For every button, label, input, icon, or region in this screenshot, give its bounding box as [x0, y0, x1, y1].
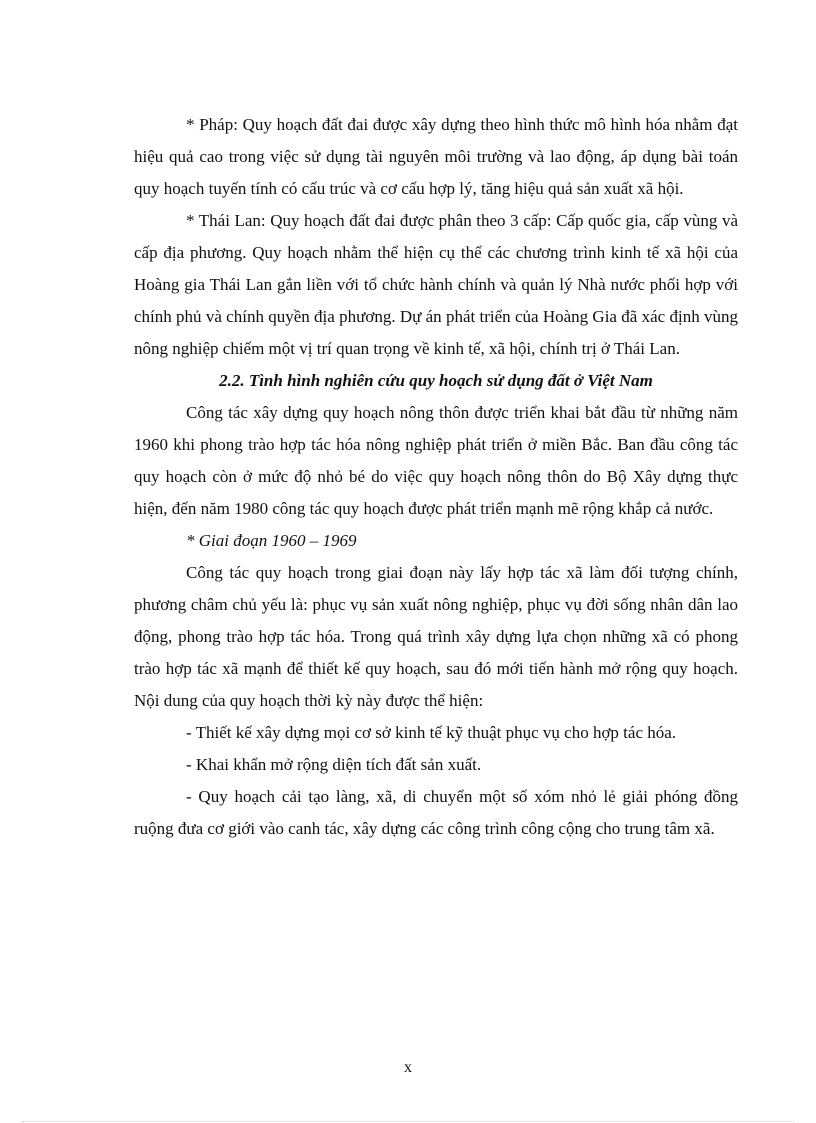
document-body — [134, 109, 738, 845]
paragraph-vietnam-intro: Công tác xây dựng quy hoạch nông thôn được triển khai bắt đầu từ những năm 1960 khi phong trào hợp tác hóa nông nghiệp phát triển ở miền Bắc. Ban đầu công tác quy hoạch còn ở mức độ nhỏ bé do việc quy hoạch nông thôn do Bộ Xây dựng thực hiện, đến năm 1980 công tác quy hoạch được phát triển mạnh mẽ rộng khắp cả nước. — [134, 403, 738, 518]
page-bottom-divider — [22, 1121, 794, 1122]
list-item: - Khai khẩn mở rộng diện tích đất sản xuất. — [186, 755, 482, 774]
section-heading: 2.2. Tình hình nghiên cứu quy hoạch sử dụng đất ở Việt Nam — [219, 371, 653, 390]
paragraph-france: * Pháp: Quy hoạch đất đai được xây dựng theo hình thức mô hình hóa nhằm đạt hiệu quả cao trong việc sử dụng tài nguyên môi trường và lao động, áp dụng bài toán quy hoạch tuyến tính có cấu trúc và cơ cấu hợp lý, tăng hiệu quả sản xuất xã hội. — [134, 115, 738, 198]
list-item: - Thiết kế xây dựng mọi cơ sở kinh tế kỹ thuật phục vụ cho hợp tác hóa. — [186, 723, 677, 742]
list-item: - Quy hoạch cải tạo làng, xã, di chuyển một số xóm nhỏ lẻ giải phóng đồng ruộng đưa cơ giới vào canh tác, xây dựng các công trình công cộng cho trung tâm xã. — [134, 787, 738, 838]
paragraph-period: Công tác quy hoạch trong giai đoạn này lấy hợp tác xã làm đối tượng chính, phương châm chủ yếu là: phục vụ sản xuất nông nghiệp, phục vụ đời sống nhân dân lao động, phong trào hợp tác hóa. Trong quá trình xây dựng lựa chọn những xã có phong trào hợp tác xã mạnh để thiết kế quy hoạch, sau đó mới tiến hành mở rộng quy hoạch. Nội dung của quy hoạch thời kỳ này được thể hiện: — [134, 563, 738, 710]
paragraph-thailand: * Thái Lan: Quy hoạch đất đai được phân theo 3 cấp: Cấp quốc gia, cấp vùng và cấp địa phương. Quy hoạch nhằm thể hiện cụ thể các chương trình kinh tế xã hội của Hoàng gia Thái Lan gắn liền với tổ chức hành chính và quản lý Nhà nước phối hợp với chính phủ và chính quyền địa phương. Dự án phát triển của Hoàng Gia đã xác định vùng nông nghiệp chiếm một vị trí quan trọng về kinh tế, xã hội, chính trị ở Thái Lan. — [134, 211, 738, 358]
page-number: x — [404, 1059, 412, 1076]
period-heading: * Giai đoạn 1960 – 1969 — [186, 531, 357, 550]
